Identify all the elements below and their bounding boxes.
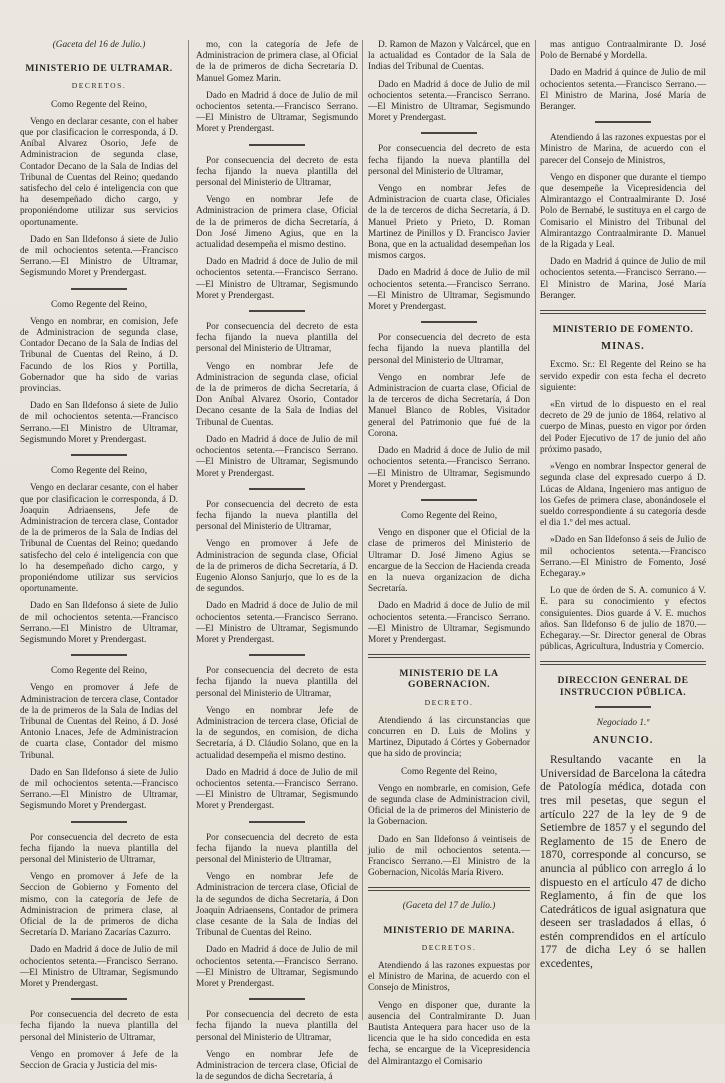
separator <box>249 488 305 490</box>
paragraph: Vengo en nombrar Jefe de Administracion de cuarta clase, Oficial de la de terceros de dicha Secretaría, á Don Manuel Blanco de Robles, Visitador general del Patrimonio que fué de la Corona. <box>368 372 530 439</box>
paragraph: Vengo en nombrarle, en comision, Gefe de segunda clase de Administracion civil, Oficial de la de primeros del Ministerio de la Gobernacion. <box>368 783 530 828</box>
separator <box>71 654 127 656</box>
column-rule <box>188 40 189 1020</box>
section-subheading: DECRETOS. <box>71 81 127 91</box>
separator <box>71 288 127 290</box>
paragraph: Dado en Madrid á doce de Julio de mil ochocientos setenta.—Francisco Serrano.—El Ministro de Ultramar, Segismundo Moret y Prendergast. <box>20 945 178 990</box>
column-1 <box>20 40 178 1072</box>
paragraph: «En virtud de lo dispuesto en el real decreto de 29 de junio de 1864, relativo al cuerpo de Minas, puesto en vigor por órden del Poder Ejecutivo de 17 de junio del año próximo pasado, <box>540 400 706 455</box>
paragraph: Dado en Madrid á doce de Julio de mil ochocientos setenta.—Francisco Serrano.—El Ministro de Ultramar, Segismundo Moret y Prendergast. <box>196 257 358 301</box>
paragraph: Por consecuencia del decreto de esta fecha fijando la nueva plantilla del personal del Ministerio de Ultramar, <box>196 832 358 865</box>
gaceta-date: (Gaceta del 16 de Julio.) <box>52 40 146 50</box>
separator <box>249 310 305 312</box>
separator <box>249 654 305 656</box>
paragraph: Como Regente del Reino, <box>50 99 148 110</box>
ministry-heading: MINISTERIO DE ULTRAMAR. <box>25 63 173 75</box>
column-3 <box>368 40 530 1067</box>
separator <box>71 821 127 823</box>
separator <box>71 454 127 456</box>
paragraph: D. Ramon de Mazon y Valcárcel, que en la actualidad es Contador de la Sala de Indias del Tribunal de Cuentas. <box>368 40 530 73</box>
paragraph: Por consecuencia del decreto de esta fecha fijando la nueva plantilla del personal del Ministerio de Ultramar, <box>20 1010 178 1043</box>
paragraph: Atendiendo á las circunstancias que concurren en D. Luis de Molins y Martinez, Diputado á Córtes y Gobernador que ha sido de provincia; <box>368 715 530 760</box>
paragraph: Vengo en nombrar, en comision, Jefe de Administracion de segunda clase, Contador Decano de la Sala de Indias del Tribunal de Cuentas del Reino, á D. Facundo de los Rios y Portilla, Gobernador que ha sido de varias provincias. <box>20 316 178 395</box>
separator <box>249 144 305 146</box>
paragraph: Como Regente del Reino, <box>50 299 148 310</box>
paragraph: Como Regente del Reino, <box>400 766 498 777</box>
section-rule <box>540 661 706 665</box>
paragraph: Dado en Madrid á doce de Julio de mil ochocientos setenta.—Francisco Serrano.—El Ministro de Ultramar, Segismundo Moret y Prendergast. <box>368 601 530 645</box>
separator <box>421 321 477 323</box>
paragraph: Dado en Madrid á doce de Julio de mil ochocientos setenta.—Francisco Serrano.—El Ministro de Ultramar, Segismundo Moret y Prendergast. <box>368 79 530 124</box>
anuncio-paragraph: Resultando vacante en la Universidad de Barcelona la cátedra de Patología médica, dotada con tres mil pesetas, que segun el artículo 227 de la ley de 9 de Setiembre de 1857 y el segundo del Reglamento de 15 de Enero de 1870, corresponde al concurso, se anuncia al público con arreglo á lo dispuesto en el artículo 47 de dicho Reglamento, á fin de que los Catedráticos de igual asignatura que deseen ser trasladados á ellas, ó estén comprendidos en el artículo 177 de dicha Ley ó se hallen excedentes, <box>540 754 706 971</box>
paragraph: Vengo en promover á Jefe de la Seccion de Gracia y Justicia del mis- <box>20 1049 178 1072</box>
paragraph: Dado en Madrid á doce de Julio de mil ochocientos setenta.—Francisco Serrano.—El Ministro de Ultramar, Segismundo Moret y Prendergast. <box>196 90 358 135</box>
separator <box>421 499 477 501</box>
paragraph: Por consecuencia del decreto de esta fecha fijando la nueva plantilla del personal del Ministerio de Ultramar, <box>368 333 530 366</box>
paragraph: Por consecuencia del decreto de esta fecha fijando la nueva plantilla del personal del Ministerio de Ultramar, <box>368 144 530 177</box>
paragraph: Vengo en disponer que, durante la ausencia del Contralmirante D. Juan Bautista Antequera para hacer uso de la licencia que le ha sido concedida en esta fecha, se encargue de la Vicepresidencia del Almirantazgo el Comisario <box>368 1000 530 1067</box>
paragraph: Lo que de órden de S. A. comunico á V. E. para su conocimiento y efectos consiguientes. Dios guarde á V. E. muchos años. San Ildefonso 6 de julio de 1870.—Echegaray.—Sr. Director general de Obras públicas, Agricultura, Industria y Comercio. <box>540 586 706 653</box>
paragraph: Por consecuencia del decreto de esta fecha fijando la nueva plantilla del personal del Ministerio de Ultramar, <box>196 499 358 533</box>
negociado-label: Negociado 1.º <box>596 717 650 728</box>
paragraph: Como Regente del Reino, <box>50 666 148 677</box>
section-heading-minas: MINAS. <box>601 341 645 353</box>
paragraph: Como Regente del Reino, <box>50 466 148 477</box>
separator <box>249 998 305 1000</box>
column-4 <box>540 40 706 1020</box>
paragraph: Vengo en disponer que durante el tiempo que desempeñe la Vicepresidencia del Almirantazgo el Contraalmirante D. José Polo de Bernabé, le sustituya en el cargo de Comisario el Ministro del Tribunal del Almirantazgo Contraalmirante D. Manuel de la Rigada y Leal. <box>540 172 706 251</box>
section-rule <box>368 887 530 891</box>
paragraph: Dado en Madrid á quince de Julio de mil ochocientos setenta.—Francisco Serrano.—El Ministro de Marina, José María de Beranger. <box>540 68 706 113</box>
paragraph: Como Regente del Reino, <box>400 510 498 521</box>
paragraph: Vengo en promover á Jefe de Administracion de segunda clase, Oficial de la de primeros de dicha Secretaría, á D. Eugenio Alonso Sanjurjo, que lo es de la de segundos. <box>196 539 358 595</box>
paragraph: Vengo en nombrar Jefe de Administracion de primera clase, Oficial de la de primeros de dicha Secretaría, á Don José Jimeno Agius, que en la actualidad desempeña el mismo destino. <box>196 195 358 251</box>
paragraph: mo, con la categoría de Jefe de Administracion de primera clase, al Oficial de la de primeros de dicha Secretaría D. Manuel Gomez Marin. <box>196 40 358 84</box>
paragraph: Dado en Madrid á quince de Julio de mil ochocientos setenta.—Francisco Serrano.—El Ministro de Marina, José María Beranger. <box>540 257 706 301</box>
paragraph: Dado en Madrid á doce de Julio de mil ochocientos setenta.—Francisco Serrano.—El Ministro de Ultramar, Segismundo Moret y Prendergast. <box>196 945 358 990</box>
ministry-heading: MINISTERIO DE MARINA. <box>383 924 515 936</box>
section-subheading: DECRETOS. <box>421 942 477 952</box>
separator <box>595 121 651 123</box>
separator <box>71 998 127 1000</box>
paragraph: Por consecuencia del decreto de esta fecha fijando la nueva plantilla del personal del Ministerio de Ultramar, <box>196 1010 358 1043</box>
ministry-heading: MINISTERIO DE FOMENTO. <box>552 324 694 336</box>
section-rule <box>540 310 706 314</box>
column-rule <box>535 40 536 1020</box>
paragraph: Dado en Madrid á doce de Julio de mil ochocientos setenta.—Francisco Serrano.—El Ministro de Ultramar, Segismundo Moret y Prendergast. <box>196 434 358 479</box>
paragraph: Vengo en nombrar Jefe de Administracion de tercera clase, Oficial de la de segundos, en comision, de dicha Secretaría, á D. Cláudio Solano, que en la actualidad desempeña el mismo destino. <box>196 705 358 761</box>
paragraph: Dado en San Ildefonso á siete de Julio de mil ochocientos setenta.—Francisco Serrano.—El Ministro de Ultramar, Segismundo Moret y Prendergast. <box>20 767 178 812</box>
paragraph: Por consecuencia del decreto de esta fecha fijando la nueva plantilla del personal del Ministerio de Ultramar, <box>196 666 358 699</box>
ministry-heading: MINISTERIO DE LA GOBERNACION. <box>399 668 499 691</box>
paragraph: Dado en San Ildefonso á siete de Julio de mil ochocientos setenta.—Francisco Serrano.—El Ministro de Ultramar, Segismundo Moret y Prendergast. <box>20 234 178 279</box>
paragraph: »Dado en San Ildefonso á seis de Julio de mil ochocientos setenta.—Francisco Serrano.—El Ministro de Fomento, José Echegaray.» <box>540 535 706 579</box>
column-rule <box>362 40 363 1020</box>
paragraph: Dado en Madrid á doce de Julio de mil ochocientos setenta.—Francisco Serrano.—El Ministro de Ultramar, Segismundo Moret y Prendergast. <box>368 268 530 313</box>
separator <box>249 821 305 823</box>
anuncio-heading: ANUNCIO. <box>592 734 654 746</box>
gaceta-date: (Gaceta del 17 de Julio.) <box>402 901 496 912</box>
paragraph: Vengo en declarar cesante, con el haber que por clasificacion le corresponda, á D. Aníbal Alvarez Osorio, Jefe de Administracion de segunda clase, Contador Decano de la Sala de Indias del Tribunal de Cuentas del Reino; quedando satisfecho del celo é inteligencia con que ha desempeñado dicho cargo, y proponiéndome utilizar sus servicios oportunamente. <box>20 116 178 228</box>
paragraph: Atendiendo á las razones expuestas por el Ministro de Marina, de acuerdo con el Consejo de Ministros, <box>368 961 530 994</box>
paragraph: Vengo en promover á Jefe de Administracion de tercera clase, Contador de la de primeros de la Sala de Indias del Tribunal de Cuentas del Reino, á D. José Antonio Lnaces, Jefe de Administracion de cuarta clase, Contador del mismo Tribunal. <box>20 683 178 761</box>
direction-heading: DIRECCION GENERAL DE INSTRUCCION PÚBLICA. <box>557 675 689 698</box>
paragraph: Vengo en promover á Jefe de la Seccion de Gobierno y Fomento del mismo, con la categoría de Jefe de Administracion de primera clase, al Oficial de la de primeros de dicha Secretaría D. Mariano Zacarías Cazurro. <box>20 872 178 939</box>
paragraph: Vengo en declarar cesante, con el haber que por clasificacion le corresponda, á D. Joaquin Adriaensens, Jefe de Administracion de tercera clase, Contador de la de primeros de la Sala de Indias del Tribunal de Cuentas del Reino; quedando satisfecho del celo é inteligencia con que lo ha desempeñado dicho cargo, y proponiéndome utilizar sus servicios oportunamente. <box>20 483 178 595</box>
paragraph: Por consecuencia del decreto de esta fecha fijando la nueva plantilla del personal del Ministerio de Ultramar, <box>20 832 178 865</box>
paragraph: Dado en San Ildefonso á veintiseis de julio de mil ochocientos setenta.—Francisco Serrano.—El Ministro de la Gobernacion, Nicolás María Rivero. <box>368 834 530 879</box>
paragraph: Vengo en nombrar Jefe de Administracion de tercera clase, Oficial de la de segundos de dicha Secretaría, á Don Joaquin Adriaensens, Contador de primera clase cesante de la Sala de Indias del Tribunal de Cuentas del Reino. <box>196 872 358 939</box>
separator <box>421 132 477 134</box>
section-rule <box>368 654 530 658</box>
paragraph: Dado en Madrid á doce de Julio de mil ochocientos setenta.—Francisco Serrano.—El Ministro de Ultramar, Segismundo Moret y Prendergast. <box>368 446 530 490</box>
paragraph: mas antiguo Contraalmirante D. José Polo de Bernabé y Mordella. <box>540 40 706 62</box>
paragraph: Por consecuencia del decreto de esta fecha fijando la nueva plantilla del personal del Ministerio de Ultramar, <box>196 155 358 189</box>
paragraph: Dado en Madrid á doce de Julio de mil ochocientos setenta.—Francisco Serrano.—El Ministro de Ultramar, Segismundo Moret y Prendergast. <box>196 601 358 645</box>
paragraph: Vengo en nombrar Jefe de Administracion de tercera clase, Oficial de la de segundos de dicha Secretaría, á <box>196 1049 358 1083</box>
paragraph: »Vengo en nombrar Inspector general de segunda clase del expresado cuerpo á D. Lúcas de Aldana, Ingeniero mas antiguo de los Gefes de primera clase, abonándosele el sueldo correspondiente á su categoría desde el dia 1.º del mes actual. <box>540 462 706 529</box>
section-subheading: DECRETO. <box>424 697 474 707</box>
paragraph: Atendiendo á las razones expuestas por el Ministro de Marina, de acuerdo con el parecer del Consejo de Ministros, <box>540 133 706 166</box>
paragraph: Por consecuencia del decreto de esta fecha fijando la nueva plantilla del personal del Ministerio de Ultramar, <box>196 322 358 355</box>
paragraph: Dado en Madrid á doce de Julio de mil ochocientos setenta.—Francisco Serrano.—El Ministro de Ultramar, Segismundo Moret y Prendergast. <box>196 767 358 812</box>
column-2 <box>196 40 358 1083</box>
paragraph: Excmo. Sr.: El Regente del Reino se ha servido expedir con esta fecha el decreto siguiente: <box>540 360 706 393</box>
separator <box>595 706 651 708</box>
paragraph: Vengo en disponer que el Oficial de la clase de primeros del Ministerio de Ultramar D. José Jimeno Agius se encargue de la Seccion de Hacienda creada en la nueva organizacion de dicha Secretaría. <box>368 528 530 595</box>
paragraph: Vengo en nombrar Jefes de Administracion de cuarta clase, Oficiales de la de terceros de dicha Secretaría, á D. Manuel Prieto y Prieto, D. Roman Martinez de Pinillos y D. Francisco Javier Bona, que en la actualidad desempeñan los mismos cargos. <box>368 184 530 262</box>
paragraph: Dado en San Ildefonso á siete de Julio de mil ochocientos setenta.—Francisco Serrano.—El Ministro de Ultramar, Segismundo Moret y Prendergast. <box>20 601 178 645</box>
paragraph: Dado en San Ildefonso á siete de Julio de mil ochocientos setenta.—Francisco Serrano.—El Ministro de Ultramar, Segismundo Moret y Prendergast. <box>20 401 178 445</box>
paragraph: Vengo en nombrar Jefe de Administracion de segunda clase, oficial de la de primeros de dicha Secretaría, á Don Aníbal Alvarez Osorio, Contador Decano cesante de la Sala de Indias del Tribunal de Cuentas. <box>196 361 358 428</box>
